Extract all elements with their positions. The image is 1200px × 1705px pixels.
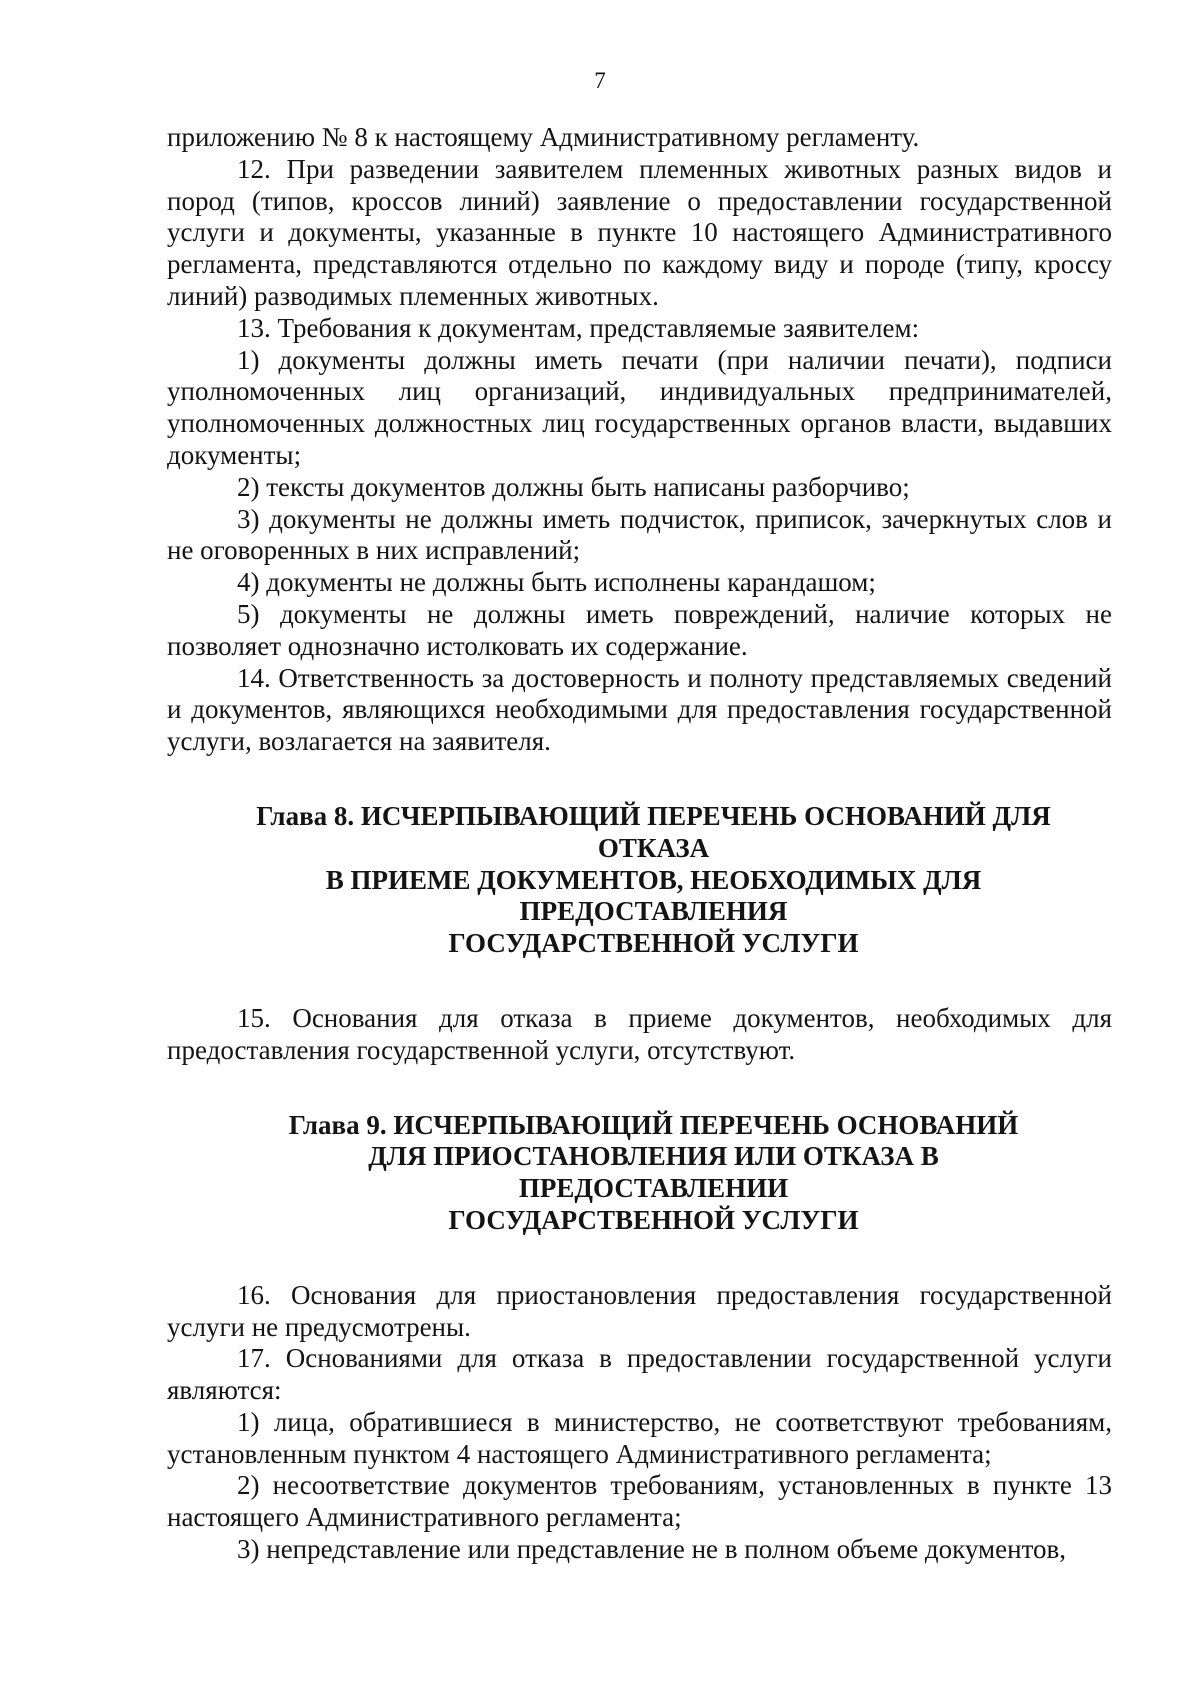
paragraph-group bbox=[167, 122, 1112, 758]
heading-line: ПРЕДОСТАВЛЕНИИ bbox=[518, 1173, 789, 1204]
paragraph: 16. Основания для приостановления предоставления государственной услуги не предусмотрены. bbox=[167, 1279, 1112, 1342]
heading-line: ДЛЯ ПРИОСТАНОВЛЕНИЯ ИЛИ ОТКАЗА В bbox=[368, 1141, 939, 1172]
heading-line: ПРЕДОСТАВЛЕНИЯ bbox=[519, 896, 788, 927]
list-item: 2) тексты документов должны быть написаны разборчиво; bbox=[237, 471, 910, 502]
heading-line: Глава 9. ИСЧЕРПЫВАЮЩИЙ ПЕРЕЧЕНЬ ОСНОВАНИЙ bbox=[288, 1109, 1019, 1140]
list-item: 2) несоответствие документов требованиям, установленных в пункте 13 настоящего Административного регламента; bbox=[167, 1470, 1112, 1533]
list-item: 4) документы не должны быть исполнены карандашом; bbox=[237, 567, 876, 598]
document-body bbox=[167, 122, 1112, 1566]
chapter-heading bbox=[167, 801, 1112, 960]
paragraph: 17. Основаниями для отказа в предоставлении государственной услуги являются: bbox=[167, 1343, 1112, 1406]
paragraph: 14. Ответственность за достоверность и полноту представляемых сведений и документов, являющихся необходимыми для предоставления государственной услуги, возлагается на заявителя. bbox=[167, 662, 1112, 757]
heading-line: ГОСУДАРСТВЕННОЙ УСЛУГИ bbox=[448, 928, 859, 959]
paragraph: 12. При разведении заявителем племенных животных разных видов и пород (типов, кроссов линий) заявление о предоставлении государственной услуги и документы, указанные в пункте 10 настоящего Административного регламента, представляются отдельно по каждому виду и породе (типу, кроссу линий) разводимых племенных животных. bbox=[167, 153, 1112, 311]
heading-line: ОТКАЗА bbox=[597, 832, 710, 863]
paragraph: приложению № 8 к настоящему Административному регламенту. bbox=[167, 122, 920, 152]
list-item: 3) документы не должны иметь подчисток, приписок, зачеркнутых слов и не оговоренных в них исправлений; bbox=[167, 503, 1112, 566]
paragraph-group bbox=[167, 1003, 1112, 1067]
paragraph: 13. Требования к документам, представляемые заявителем: bbox=[237, 312, 920, 343]
list-item: 1) документы должны иметь печати (при наличии печати), подписи уполномоченных лиц организаций, индивидуальных предпринимателей, уполномоченных должностных лиц государственных органов власти, выдавших документы; bbox=[167, 344, 1112, 470]
list-item: 5) документы не должны иметь повреждений, наличие которых не позволяет однозначно истолковать их содержание. bbox=[167, 598, 1112, 661]
page-number: 7 bbox=[594, 68, 606, 93]
paragraph-group bbox=[167, 1280, 1112, 1566]
heading-line: ГОСУДАРСТВЕННОЙ УСЛУГИ bbox=[448, 1204, 859, 1235]
paragraph: 15. Основания для отказа в приеме документов, необходимых для предоставления государственной услуги, отсутствуют. bbox=[167, 1002, 1112, 1065]
heading-line: В ПРИЕМЕ ДОКУМЕНТОВ, НЕОБХОДИМЫХ ДЛЯ bbox=[325, 864, 982, 895]
chapter-heading bbox=[167, 1110, 1112, 1237]
list-item: 3) непредставление или представление не в полном объеме документов, bbox=[237, 1534, 1067, 1565]
list-item: 1) лица, обратившиеся в министерство, не соответствуют требованиям, установленным пунктом 4 настоящего Административного регламента; bbox=[167, 1406, 1112, 1469]
heading-line: Глава 8. ИСЧЕРПЫВАЮЩИЙ ПЕРЕЧЕНЬ ОСНОВАНИЙ ДЛЯ bbox=[256, 800, 1051, 831]
